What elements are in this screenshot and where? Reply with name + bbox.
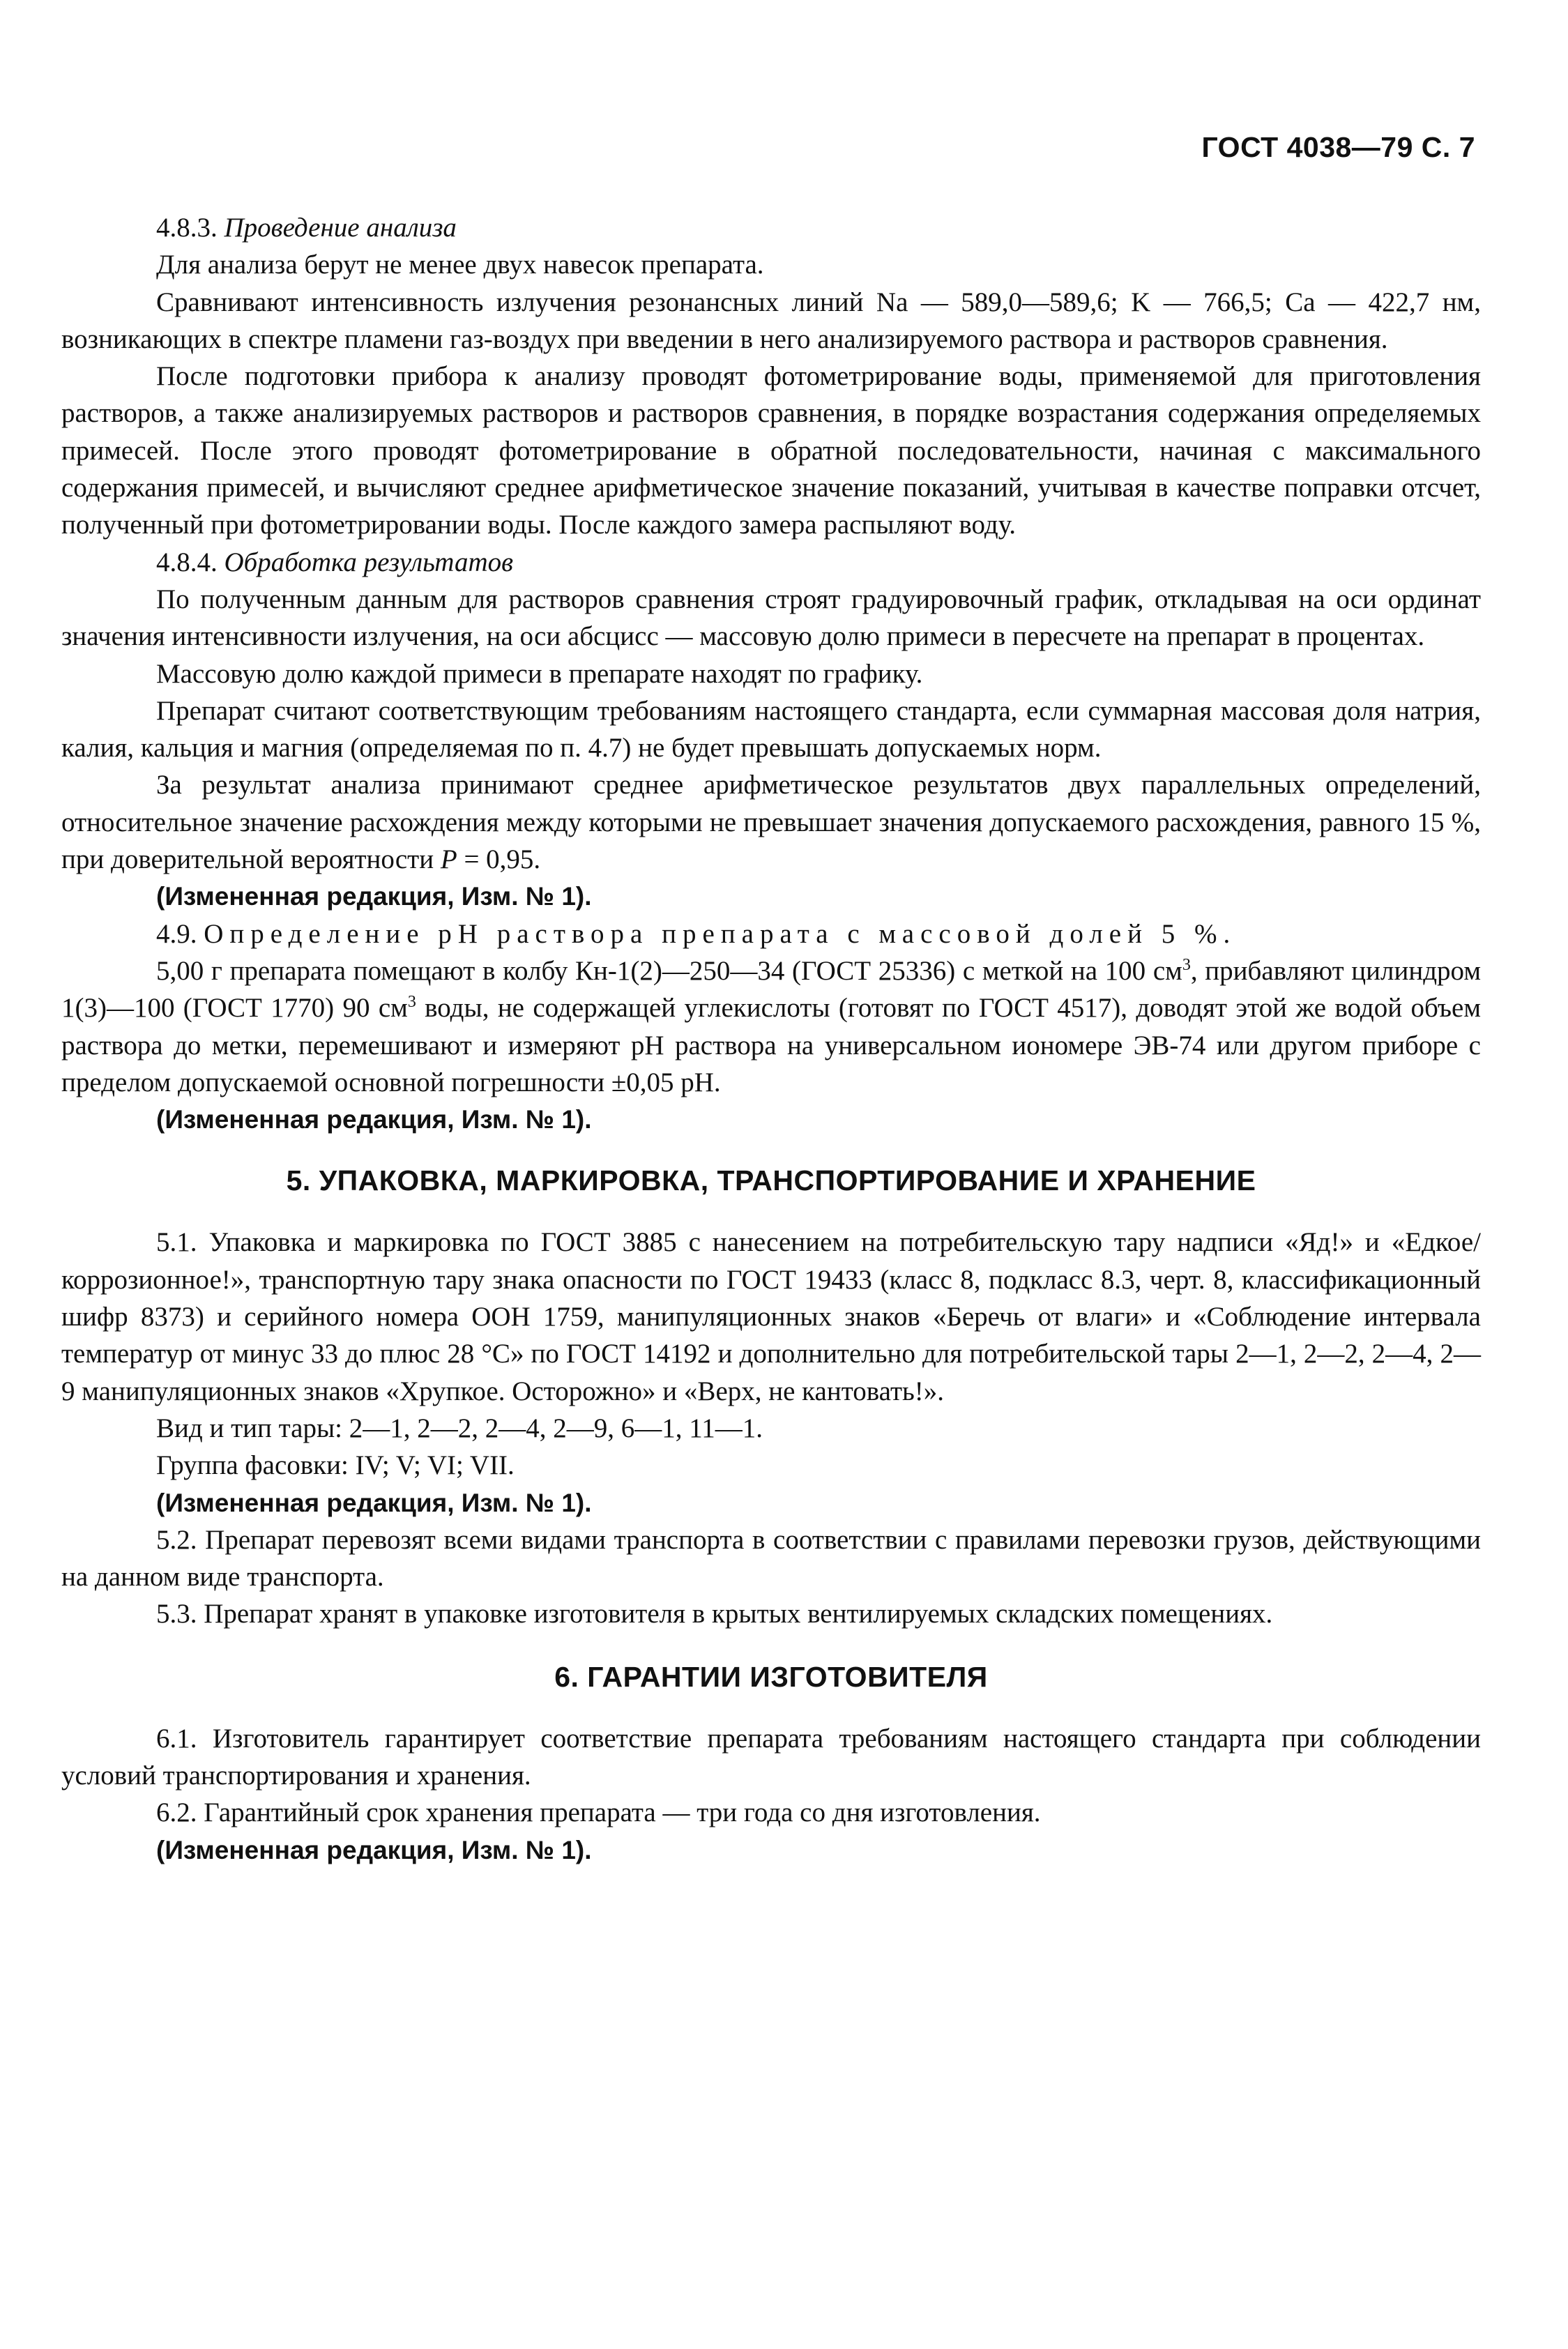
amendment-note: (Измененная редакция, Изм. № 1). — [156, 1488, 592, 1517]
subsection-title: Обработка результатов — [224, 547, 514, 577]
paragraph: 5.2. Препарат перевозят всеми видами транспорта в соответствии с правилами перевозки грузов, действующими на данном виде транспорта. — [61, 1524, 1481, 1592]
paragraph-text-tail: = 0,95. — [457, 844, 541, 875]
subsection-4-8-4-heading — [61, 544, 1481, 581]
superscript: 3 — [1182, 955, 1191, 974]
paragraph-text: 5,00 г препарата помещают в колбу Кн-1(2)—250—34 (ГОСТ 25336) с меткой на 100 см — [156, 955, 1182, 986]
superscript: 3 — [407, 993, 416, 1012]
paragraph: Группа фасовки: IV; V; VI; VII. — [156, 1450, 515, 1481]
subsection-number: 4.8.4. — [156, 547, 218, 577]
probability-symbol: P — [440, 844, 457, 875]
paragraph: Сравнивают интенсивность излучения резонансных линий Na — 589,0—589,6; K — 766,5; Ca — 422,7 нм, возникающих в спектре пламени газ-воздух при введении в него анализируемого раствора и растворов сравнения. — [61, 287, 1481, 354]
subsection-title: Определение pH раствора препарата с массовой долей 5 %. — [204, 918, 1237, 949]
document-body — [61, 209, 1481, 1869]
section-5-title: 5. УПАКОВКА, МАРКИРОВКА, ТРАНСПОРТИРОВАНИЕ И ХРАНЕНИЕ — [286, 1164, 1256, 1197]
paragraph-text: , прибавляют цилиндром 1(3)—100 (ГОСТ 1770) 90 см — [61, 955, 1481, 1024]
page-header: ГОСТ 4038—79 С. 7 — [1201, 131, 1475, 163]
paragraph: По полученным данным для растворов сравнения строят градуировочный график, откладывая на оси ординат значения интенсивности излучения, на оси абсцисс — массовую долю примеси в пересчете на препарат в процентах. — [61, 584, 1481, 652]
paragraph — [61, 952, 1481, 1101]
subsection-4-9-heading — [61, 915, 1481, 952]
section-6-title: 6. ГАРАНТИИ ИЗГОТОВИТЕЛЯ — [554, 1660, 988, 1693]
paragraph: 5.1. Упаковка и маркировка по ГОСТ 3885 с нанесением на потребительскую тару надписи «Яд!» и «Едкое/коррозионное!», транспортную тару знака опасности по ГОСТ 19433 (класс 8, подкласс 8.3, черт. 8, классификационный шифр 8373) и серийного номера ООН 1759, манипуляционных знаков «Беречь от влаги» и «Соблюдение интервала температур от минус 33 до плюс 28 °С» по ГОСТ 14192 и дополнительно для потребительской тары 2—1, 2—2, 2—4, 2—9 манипуляционных знаков «Хрупкое. Осторожно» и «Верх, не кантовать!». — [61, 1227, 1481, 1406]
paragraph: После подготовки прибора к анализу проводят фотометрирование воды, применяемой для приготовления растворов, а также анализируемых растворов и растворов сравнения, в порядке возрастания содержания определяемых примесей. После этого проводят фотометрирование в обратной последовательности, начиная с максимального содержания примесей, и вычисляют среднее арифметическое значение показаний, учитывая в качестве поправки отсчет, полученный при фотометрировании воды. После каждого замера распыляют воду. — [61, 361, 1481, 540]
paragraph: Препарат считают соответствующим требованиям настоящего стандарта, если суммарная массовая доля натрия, калия, кальция и магния (определяемая по п. 4.7) не будет превышать допускаемых норм. — [61, 695, 1481, 763]
paragraph-text: За результат анализа принимают среднее арифметическое результатов двух параллельных определений, относительное значение расхождения между которыми не превышает значения допускаемого расхождения, равного 15 %, при доверительной вероятности — [61, 770, 1481, 875]
amendment-note: (Измененная редакция, Изм. № 1). — [156, 882, 592, 911]
subsection-title: Проведение анализа — [224, 213, 457, 243]
amendment-note: (Измененная редакция, Изм. № 1). — [156, 1105, 592, 1134]
subsection-4-8-3-heading — [61, 209, 1481, 246]
amendment-note: (Измененная редакция, Изм. № 1). — [156, 1835, 592, 1864]
subsection-number: 4.8.3. — [156, 213, 218, 243]
paragraph: Для анализа берут не менее двух навесок препарата. — [156, 250, 764, 280]
paragraph: Вид и тип тары: 2—1, 2—2, 2—4, 2—9, 6—1, 11—1. — [156, 1413, 763, 1443]
subsection-number: 4.9. — [156, 918, 197, 949]
paragraph — [61, 766, 1481, 878]
paragraph: Массовую долю каждой примеси в препарате находят по графику. — [156, 658, 923, 689]
paragraph-text: воды, не содержащей углекислоты (готовят по ГОСТ 4517), доводят этой же водой объем раствора до метки, перемешивают и измеряют pH раствора на универсальном иономере ЭВ-74 или другом приборе с пределом допускаемой основной погрешности ±0,05 pH. — [61, 993, 1481, 1097]
paragraph: 6.1. Изготовитель гарантирует соответствие препарата требованиям настоящего стандарта при соблюдении условий транспортирования и хранения. — [61, 1723, 1481, 1791]
paragraph: 6.2. Гарантийный срок хранения препарата — три года со дня изготовления. — [156, 1797, 1041, 1828]
paragraph: 5.3. Препарат хранят в упаковке изготовителя в крытых вентилируемых складских помещениях. — [156, 1599, 1273, 1629]
